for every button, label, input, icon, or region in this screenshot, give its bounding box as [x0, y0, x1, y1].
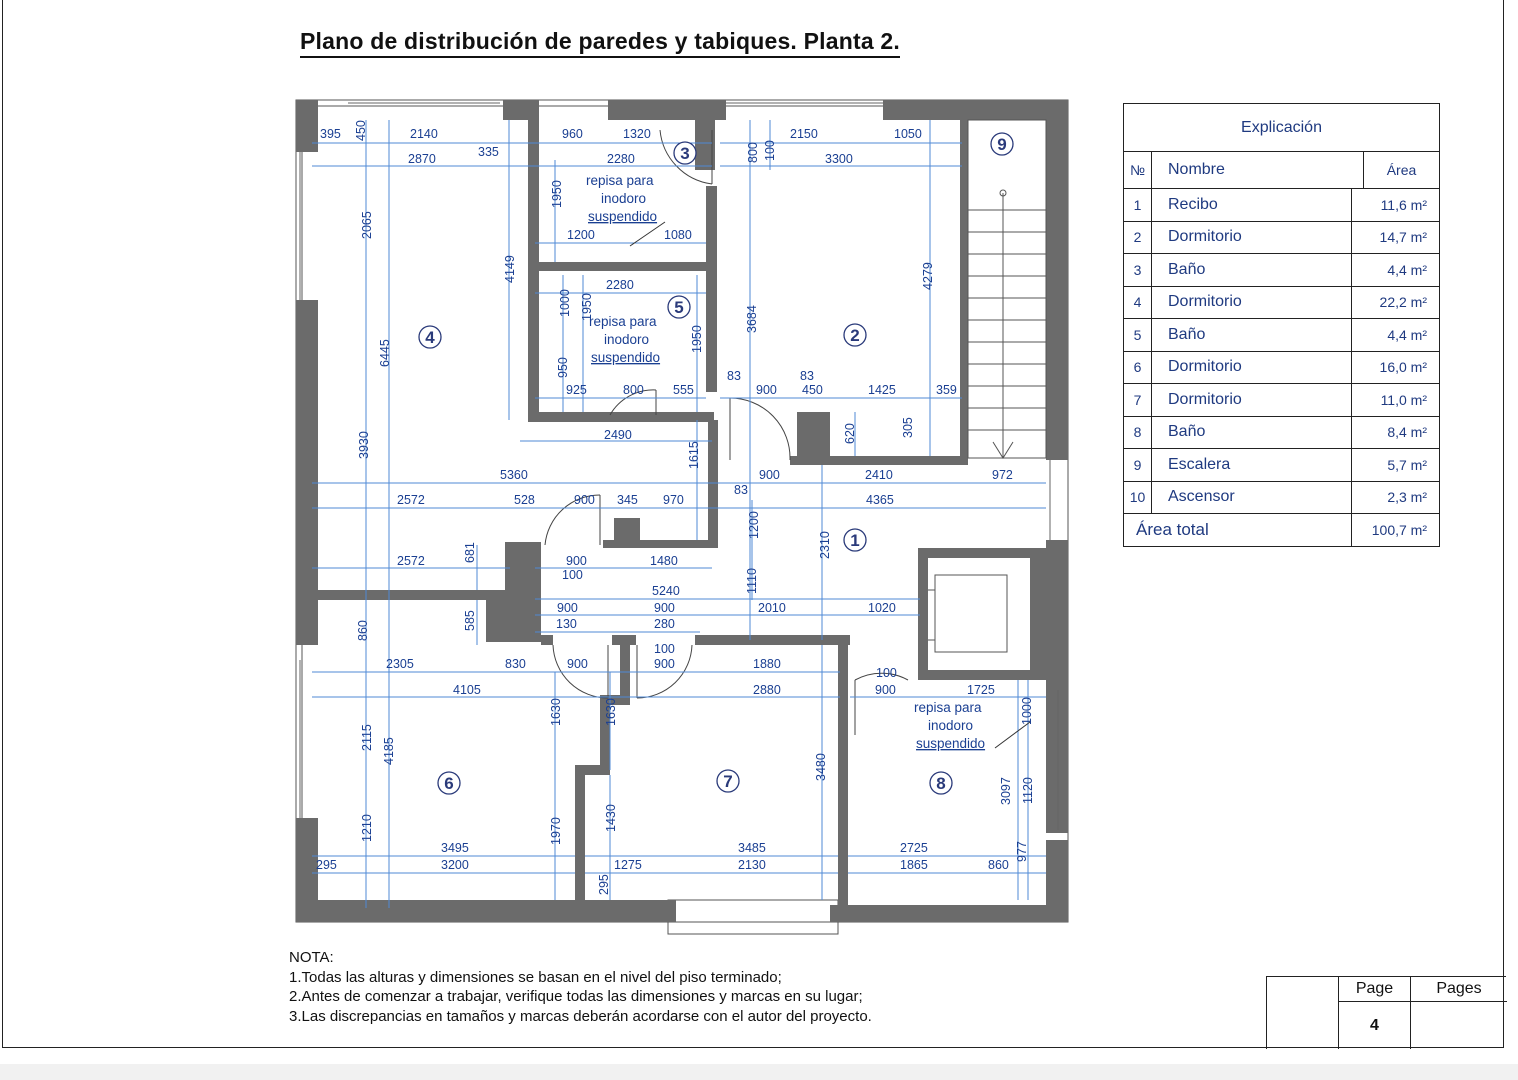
dim-label: 2130	[738, 858, 766, 872]
dim-label: 860	[356, 620, 370, 641]
dim-label: 2880	[753, 683, 781, 697]
dim-label: 1430	[604, 804, 618, 832]
dim-label: 295	[597, 874, 611, 895]
dim-label: 1320	[623, 127, 651, 141]
room-marker-4	[419, 326, 441, 348]
dim-label: 681	[463, 542, 477, 563]
building-outline	[296, 100, 1068, 934]
dim-label: 800	[623, 383, 644, 397]
legend-row-no: 8	[1124, 417, 1152, 449]
wall-segment	[838, 635, 848, 905]
shelf-note-line: inodoro	[601, 191, 647, 206]
wall-segment	[918, 548, 928, 678]
legend-row-name: Dormitorio	[1152, 384, 1352, 416]
dim-label: 83	[727, 369, 741, 383]
shelf-note-line: suspendido	[916, 736, 986, 751]
dim-label: 900	[759, 468, 780, 482]
dim-label: 960	[562, 127, 583, 141]
dim-label: 900	[574, 493, 595, 507]
dim-label: 900	[567, 657, 588, 671]
dim-label: 1630	[604, 698, 618, 726]
dim-label: 1275	[614, 858, 642, 872]
wall-segment	[318, 590, 508, 600]
shelf-note-line: repisa para	[589, 314, 657, 329]
legend-row	[1124, 352, 1439, 385]
wall-segment	[503, 100, 539, 120]
dim-label: 335	[478, 145, 499, 159]
wall-segment	[960, 120, 968, 465]
dim-label: 100	[654, 642, 675, 656]
dim-label: 900	[557, 601, 578, 615]
page-cell	[1338, 977, 1410, 1049]
dim-label: 130	[556, 617, 577, 631]
wall-segment	[296, 900, 676, 922]
dim-label: 2870	[408, 152, 436, 166]
svg-text:1: 1	[850, 531, 860, 550]
dim-label: 4185	[382, 737, 396, 765]
legend-row-area: 5,7 m²	[1387, 456, 1427, 473]
dim-label: 1425	[868, 383, 896, 397]
staircase	[968, 120, 1046, 458]
room-marker-2	[844, 324, 866, 346]
wall-segment	[883, 100, 1068, 120]
dim-label: 100	[876, 666, 897, 680]
dim-label: 280	[654, 617, 675, 631]
dim-label: 305	[901, 417, 915, 438]
svg-text:7: 7	[723, 772, 733, 791]
dim-label: 2140	[410, 127, 438, 141]
dim-label: 450	[802, 383, 823, 397]
dim-label: 1080	[664, 228, 692, 242]
dim-label: 2410	[865, 468, 893, 482]
shelf-note-line: repisa para	[914, 700, 982, 715]
svg-text:6: 6	[444, 774, 454, 793]
legend-row	[1124, 482, 1439, 515]
dim-label: 3097	[999, 777, 1013, 805]
legend-row-name: Dormitorio	[1152, 222, 1352, 254]
dim-label: 83	[734, 483, 748, 497]
dim-label: 620	[843, 423, 857, 444]
dim-label: 1865	[900, 858, 928, 872]
legend-row	[1124, 449, 1439, 482]
dim-label: 4365	[866, 493, 894, 507]
room-marker-5	[668, 296, 690, 318]
shelf-note-line: suspendido	[588, 209, 658, 224]
legend-row-name: Baño	[1152, 254, 1352, 286]
legend-row	[1124, 189, 1439, 222]
legend-row-area: 2,3 m²	[1387, 489, 1427, 506]
dim-label: 3930	[357, 431, 371, 459]
dim-label: 83	[800, 369, 814, 383]
dim-label: 900	[756, 383, 777, 397]
legend-row-area: 4,4 m²	[1387, 326, 1427, 343]
dim-label: 5360	[500, 468, 528, 482]
legend-row-no: 1	[1124, 189, 1152, 221]
dim-label: 100	[763, 140, 777, 161]
legend-row-name: Dormitorio	[1152, 352, 1352, 384]
svg-text:9: 9	[997, 135, 1007, 154]
dim-label: 1200	[567, 228, 595, 242]
legend-row-name: Ascensor	[1152, 482, 1352, 514]
dim-label: 1000	[1020, 697, 1034, 725]
legend-row	[1124, 222, 1439, 255]
walls	[296, 100, 1068, 922]
dim-label: 2150	[790, 127, 818, 141]
wall-segment	[528, 120, 539, 420]
legend-total-area: 100,7 m²	[1371, 521, 1427, 538]
wall-segment	[706, 186, 717, 392]
legend-row-name: Baño	[1152, 417, 1352, 449]
wall-segment	[1046, 100, 1068, 460]
dim-label: 1950	[550, 180, 564, 208]
legend-total-row	[1124, 514, 1439, 546]
note-item: 3.Las discrepancias en tamaños y marcas deberán acordarse con el autor del proyecto.	[289, 1007, 872, 1025]
dim-label: 977	[1015, 841, 1029, 862]
legend-row-area: 4,4 m²	[1387, 261, 1427, 278]
svg-text:8: 8	[936, 774, 946, 793]
dim-label: 860	[988, 858, 1009, 872]
wall-segment	[486, 600, 536, 642]
wall-segment	[528, 412, 714, 422]
dim-label: 970	[663, 493, 684, 507]
legend-row-no: 3	[1124, 254, 1152, 286]
page-label: Page	[1339, 977, 1410, 1002]
pages-cell	[1410, 977, 1507, 1049]
legend-row	[1124, 417, 1439, 450]
dim-label: 900	[654, 657, 675, 671]
room-marker-3	[674, 142, 696, 164]
svg-text:3: 3	[680, 144, 690, 163]
dim-label: 2310	[818, 531, 832, 559]
dim-label: 1200	[747, 511, 761, 539]
notes-block	[289, 948, 872, 1026]
title-block	[1266, 976, 1506, 1049]
dim-label: 1630	[549, 698, 563, 726]
legend-row-no: 10	[1124, 482, 1152, 514]
room-marker-7	[717, 770, 739, 792]
legend-row-area: 11,6 m²	[1380, 196, 1427, 213]
dim-label: 295	[316, 858, 337, 872]
dim-label: 2280	[606, 278, 634, 292]
dim-label: 3200	[441, 858, 469, 872]
dim-label: 2572	[397, 554, 425, 568]
drawing-title: Plano de distribución de paredes y tabiques. Planta 2.	[300, 28, 900, 58]
stair-treads	[968, 210, 1046, 430]
dim-label: 1210	[360, 814, 374, 842]
svg-text:4: 4	[425, 328, 435, 347]
room-marker-9	[991, 133, 1013, 155]
wall-segment	[575, 765, 585, 905]
legend-row-no: 9	[1124, 449, 1152, 481]
legend-row-no: 4	[1124, 287, 1152, 319]
dim-label: 900	[875, 683, 896, 697]
dim-label: 1970	[549, 817, 563, 845]
dim-label: 450	[354, 120, 368, 141]
wall-segment	[918, 670, 1046, 680]
room-marker-1	[844, 529, 866, 551]
dim-label: 2115	[360, 724, 374, 751]
dim-label: 3684	[745, 305, 759, 333]
svg-text:2: 2	[850, 326, 860, 345]
legend-row-no: 6	[1124, 352, 1152, 384]
wall-segment	[541, 635, 553, 645]
legend-col-name: Nombre	[1152, 152, 1364, 188]
dim-label: 395	[320, 127, 341, 141]
wall-segment	[708, 420, 718, 548]
dim-label: 1020	[868, 601, 896, 615]
dim-label: 100	[562, 568, 583, 582]
legend-row-area: 22,2 m²	[1379, 294, 1427, 311]
dim-label: 359	[936, 383, 957, 397]
legend-row	[1124, 319, 1439, 352]
legend-row-no: 5	[1124, 319, 1152, 351]
legend-row-area: 8,4 m²	[1387, 424, 1427, 441]
dim-label: 528	[514, 493, 535, 507]
note-item: 2.Antes de comenzar a trabajar, verifique todas las dimensiones y marcas en su lugar;	[289, 988, 863, 1005]
legend-row-area: 16,0 m²	[1379, 359, 1427, 376]
wall-segment	[830, 905, 1068, 922]
legend-header-row	[1124, 152, 1439, 189]
dim-label: 2280	[607, 152, 635, 166]
wall-segment	[695, 635, 850, 645]
legend-col-area: Área	[1386, 162, 1417, 178]
dim-label: 1880	[753, 657, 781, 671]
dim-label: 1000	[558, 289, 572, 317]
legend-row-name: Recibo	[1152, 189, 1352, 221]
legend-title: Explicación	[1124, 104, 1439, 152]
dim-label: 2010	[758, 601, 786, 615]
dim-label: 4105	[453, 683, 481, 697]
dim-label: 555	[673, 383, 694, 397]
wall-segment	[296, 100, 318, 152]
wall-segment	[797, 412, 830, 460]
wall-segment	[614, 518, 640, 542]
dim-label: 2725	[900, 841, 928, 855]
dim-label: 900	[654, 601, 675, 615]
dim-label: 1050	[894, 127, 922, 141]
wall-segment	[1046, 840, 1068, 922]
legend-row-name: Baño	[1152, 319, 1352, 351]
dim-label: 800	[746, 142, 760, 163]
dim-label: 2572	[397, 493, 425, 507]
door-swing	[730, 398, 790, 460]
dim-label: 585	[463, 610, 477, 631]
dim-label: 3495	[441, 841, 469, 855]
wall-segment	[1046, 540, 1068, 833]
dim-label: 972	[992, 468, 1013, 482]
dim-label: 950	[556, 357, 570, 378]
legend-total-label: Área total	[1124, 514, 1352, 546]
room-marker-8	[930, 772, 952, 794]
svg-text:5: 5	[674, 298, 684, 317]
wall-segment	[918, 548, 1046, 558]
legend-row-name: Dormitorio	[1152, 287, 1352, 319]
wall-segment	[1030, 548, 1046, 680]
room-marker-6	[438, 772, 460, 794]
shelf-note-line: inodoro	[928, 718, 974, 733]
dim-label: 2305	[386, 657, 414, 671]
legend-row-name: Escalera	[1152, 449, 1352, 481]
legend-row-no: 7	[1124, 384, 1152, 416]
legend-row	[1124, 384, 1439, 417]
note-item: 1.Todas las alturas y dimensiones se basan en el nivel del piso terminado;	[289, 968, 782, 986]
dim-label: 3480	[814, 753, 828, 781]
legend-row	[1124, 287, 1439, 320]
dim-label: 1950	[690, 325, 704, 353]
pages-number	[1411, 1003, 1507, 1048]
page-number: 4	[1370, 1017, 1379, 1034]
dim-label: 1120	[1021, 777, 1035, 804]
legend-table	[1123, 103, 1440, 547]
elevator-shaft	[928, 575, 1007, 652]
dim-label: 2065	[360, 211, 374, 239]
dim-label: 345	[617, 493, 638, 507]
dim-label: 1725	[967, 683, 995, 697]
dim-label: 900	[566, 554, 587, 568]
shelf-note-line: inodoro	[604, 332, 650, 347]
dim-label: 4149	[503, 255, 517, 283]
dim-label: 3300	[825, 152, 853, 166]
dim-label: 6445	[378, 339, 392, 367]
dim-label: 2490	[604, 428, 632, 442]
notes-heading: NOTA:	[289, 949, 334, 966]
legend-row-area: 14,7 m²	[1379, 229, 1427, 246]
pages-label: Pages	[1411, 977, 1507, 1002]
wall-segment	[539, 262, 717, 271]
shelf-note-line: suspendido	[591, 350, 661, 365]
wall-segment	[296, 300, 318, 645]
dim-label: 1480	[650, 554, 678, 568]
dim-label: 1110	[745, 568, 759, 594]
legend-row-area: 11,0 m²	[1380, 391, 1427, 408]
legend-row-no: 2	[1124, 222, 1152, 254]
dim-label: 3485	[738, 841, 766, 855]
wall-segment	[608, 100, 726, 120]
dim-label: 1615	[687, 441, 701, 469]
shelf-note-line: repisa para	[586, 173, 654, 188]
dim-label: 1950	[580, 293, 594, 321]
dim-label: 4279	[921, 262, 935, 290]
dim-label: 925	[566, 383, 587, 397]
dim-label: 5240	[652, 584, 680, 598]
legend-row	[1124, 254, 1439, 287]
legend-col-no: №	[1124, 152, 1152, 188]
dim-label: 830	[505, 657, 526, 671]
